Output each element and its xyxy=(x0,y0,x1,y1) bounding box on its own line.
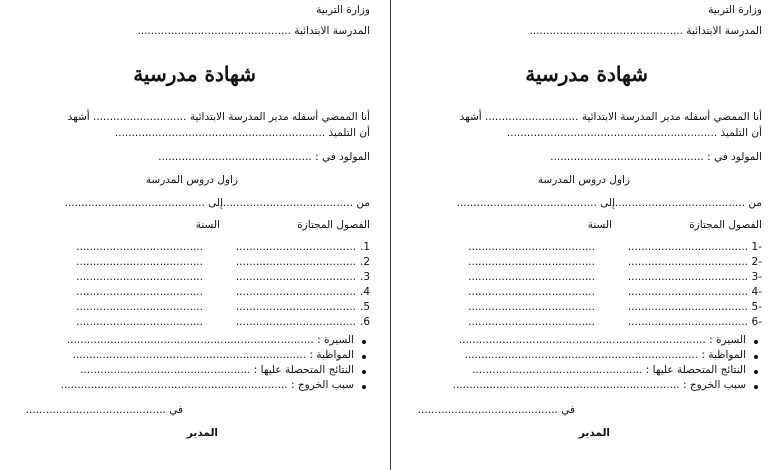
from-line: من ........................................ xyxy=(611,197,762,209)
row-class-dots: .................................... xyxy=(235,241,356,253)
row-year-dots: ...................................... xyxy=(468,271,595,283)
ministry-label: وزارة التربية xyxy=(708,4,762,16)
bullet-icon xyxy=(362,385,366,389)
row-year-dots: ...................................... xyxy=(76,286,203,298)
ministry-label: وزارة التربية xyxy=(316,4,370,16)
passed-classes-header: الفصول المجتازة xyxy=(297,219,370,231)
place-date-line: في .......................................... xyxy=(25,404,183,416)
pupil-line: أن التلميذ ............................................................... xyxy=(506,127,762,139)
row-number: -4 xyxy=(751,286,762,298)
birth-line: المولود في : .............................................. xyxy=(550,151,762,163)
row-class-dots: .................................... xyxy=(235,256,356,268)
row-year-dots: ...................................... xyxy=(76,271,203,283)
row-number: 1. xyxy=(359,241,370,253)
row-class-dots: .................................... xyxy=(627,271,748,283)
intro-line: أنا الممضي أسفله مدير المدرسة الابتدائية ............................ أشهد xyxy=(67,111,370,123)
bullet-icon xyxy=(362,340,366,344)
bullet-icon xyxy=(362,370,366,374)
certificate-right xyxy=(392,0,780,470)
attended-label: زاول دروس المدرسة xyxy=(145,174,238,186)
row-year-dots: ...................................... xyxy=(468,316,595,328)
row-year-dots: ...................................... xyxy=(76,256,203,268)
row-number: 6. xyxy=(359,316,370,328)
row-class-dots: .................................... xyxy=(627,286,748,298)
from-line: من ........................................ xyxy=(219,197,370,209)
school-line: المدرسة الابتدائية .............................................. xyxy=(137,25,370,37)
leaving-reason-line: سبب الخروج : .................................................................... xyxy=(452,379,746,391)
pupil-line: أن التلميذ ............................................................... xyxy=(114,127,370,139)
place-date-line: في .......................................... xyxy=(417,404,575,416)
results-line: النتائج المتحصلة عليها : ................................................... xyxy=(80,364,354,376)
row-class-dots: .................................... xyxy=(235,316,356,328)
leaving-reason-line: سبب الخروج : .................................................................... xyxy=(60,379,354,391)
row-number: -3 xyxy=(751,271,762,283)
row-class-dots: .................................... xyxy=(235,271,356,283)
certificate-left xyxy=(0,0,388,470)
row-class-dots: .................................... xyxy=(627,316,748,328)
birth-line: المولود في : .............................................. xyxy=(158,151,370,163)
director-signature-label: المدير xyxy=(186,427,218,439)
row-class-dots: .................................... xyxy=(627,241,748,253)
conduct-line: السيرة : .......................................................................... xyxy=(458,334,746,346)
row-number: -5 xyxy=(751,301,762,313)
attendance-line: المواظبة : ...................................................................... xyxy=(464,349,746,361)
passed-classes-header: الفصول المجتازة xyxy=(689,219,762,231)
row-number: -6 xyxy=(751,316,762,328)
results-line: النتائج المتحصلة عليها : ................................................... xyxy=(472,364,746,376)
row-year-dots: ...................................... xyxy=(76,316,203,328)
conduct-line: السيرة : .......................................................................... xyxy=(66,334,354,346)
row-number: 5. xyxy=(359,301,370,313)
row-year-dots: ...................................... xyxy=(76,301,203,313)
row-class-dots: .................................... xyxy=(235,301,356,313)
row-number: 2. xyxy=(359,256,370,268)
row-year-dots: ...................................... xyxy=(468,241,595,253)
to-line: إلى .......................................... xyxy=(64,197,223,209)
school-line: المدرسة الابتدائية .............................................. xyxy=(529,25,762,37)
row-year-dots: ...................................... xyxy=(468,301,595,313)
bullet-icon xyxy=(754,370,758,374)
bullet-icon xyxy=(754,385,758,389)
attended-label: زاول دروس المدرسة xyxy=(537,174,630,186)
bullet-icon xyxy=(362,355,366,359)
year-header: السنة xyxy=(195,219,220,231)
attendance-line: المواظبة : ...................................................................... xyxy=(72,349,354,361)
column-divider xyxy=(390,0,391,470)
year-header: السنة xyxy=(587,219,612,231)
certificate-title: شهادة مدرسية xyxy=(133,62,256,86)
row-class-dots: .................................... xyxy=(627,256,748,268)
to-line: إلى .......................................... xyxy=(456,197,615,209)
row-year-dots: ...................................... xyxy=(468,256,595,268)
row-number: 4. xyxy=(359,286,370,298)
row-year-dots: ...................................... xyxy=(76,241,203,253)
intro-line: أنا الممضي أسفله مدير المدرسة الابتدائية ............................ أشهد xyxy=(459,111,762,123)
bullet-icon xyxy=(754,340,758,344)
bullet-icon xyxy=(754,355,758,359)
director-signature-label: المدير xyxy=(578,427,610,439)
row-number: -1 xyxy=(751,241,762,253)
row-number: -2 xyxy=(751,256,762,268)
row-class-dots: .................................... xyxy=(627,301,748,313)
row-class-dots: .................................... xyxy=(235,286,356,298)
row-number: 3. xyxy=(359,271,370,283)
certificate-title: شهادة مدرسية xyxy=(525,62,648,86)
row-year-dots: ...................................... xyxy=(468,286,595,298)
